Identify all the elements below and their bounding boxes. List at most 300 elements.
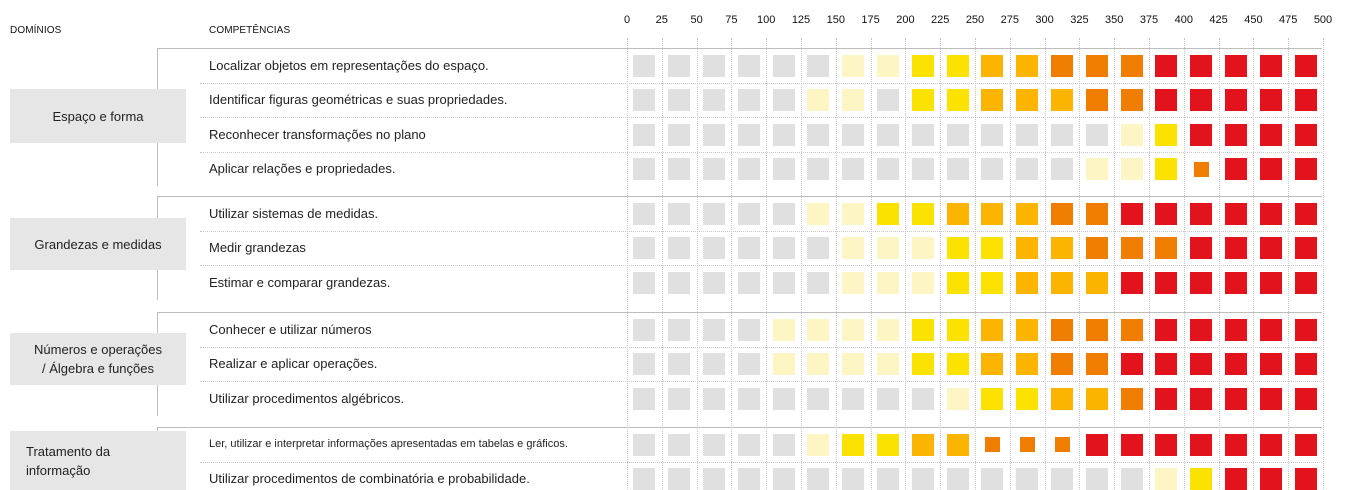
heatmap-cell <box>807 388 829 410</box>
heatmap-cell <box>1016 124 1038 146</box>
heatmap-cell <box>877 353 899 375</box>
heatmap-cell <box>773 468 795 490</box>
heatmap-cell <box>1225 468 1247 490</box>
heatmap-cell <box>807 237 829 259</box>
scale-gridline <box>627 38 628 490</box>
domain-label <box>10 333 186 385</box>
domain-label <box>10 218 186 270</box>
heatmap-cell <box>877 89 899 111</box>
heatmap-cell <box>981 468 1003 490</box>
scale-tick-label: 25 <box>655 14 668 26</box>
row-separator <box>200 83 1322 84</box>
domain-label-text: Espaço e forma <box>52 108 144 124</box>
heatmap-cell <box>1190 468 1212 490</box>
domain-label-line: Tratamento da <box>26 443 111 459</box>
scale-tick-label: 75 <box>725 14 738 26</box>
heatmap-cell <box>1260 158 1282 180</box>
scale-gridline <box>1184 38 1185 490</box>
heatmap-cell <box>1086 158 1108 180</box>
heatmap-cell <box>1225 89 1247 111</box>
heatmap-cell <box>981 89 1003 111</box>
heatmap-cell <box>1016 353 1038 375</box>
heatmap-cell <box>912 55 934 77</box>
heatmap-cell <box>981 55 1003 77</box>
competency-label: Identificar figuras geométricas e suas propriedades. <box>209 92 508 108</box>
scale-tick-label: 500 <box>1313 14 1333 26</box>
competency-label: Conhecer e utilizar números <box>209 321 372 337</box>
heatmap-cell <box>947 158 969 180</box>
heatmap-cell <box>668 89 690 111</box>
heatmap-cell <box>703 319 725 341</box>
scale-tick-label: 150 <box>826 14 845 26</box>
heatmap-cell <box>947 272 969 294</box>
domain-label-line: Números e operações <box>34 342 162 357</box>
heatmap-cell <box>912 272 934 294</box>
heatmap-cell <box>1086 124 1108 146</box>
competencies-header: COMPETÊNCIAS <box>209 25 291 36</box>
heatmap-cell <box>1190 89 1212 111</box>
heatmap-cell <box>947 434 969 456</box>
heatmap-cell <box>668 319 690 341</box>
heatmap-cell <box>981 353 1003 375</box>
heatmap-cell <box>981 319 1003 341</box>
scale-tick-label: 200 <box>896 14 915 26</box>
heatmap-cell <box>1295 158 1317 180</box>
heatmap-cell <box>1295 55 1317 77</box>
group-top-border <box>157 427 1322 428</box>
heatmap-cell <box>738 89 760 111</box>
row-separator <box>200 117 1322 118</box>
competency-label: Ler, utilizar e interpretar informações apresentadas em tabelas e gráficos. <box>209 437 568 450</box>
heatmap-cell <box>1086 468 1108 490</box>
scale-gridline <box>1045 38 1046 490</box>
heatmap-cell <box>1225 319 1247 341</box>
heatmap-cell <box>1190 319 1212 341</box>
heatmap-cell <box>668 353 690 375</box>
heatmap-cell <box>1051 353 1073 375</box>
heatmap-cell <box>738 468 760 490</box>
heatmap-cell <box>703 353 725 375</box>
heatmap-cell <box>1055 437 1070 452</box>
heatmap-cell <box>877 388 899 410</box>
heatmap-cell <box>1051 388 1073 410</box>
scale-tick-label: 250 <box>965 14 985 26</box>
row-separator <box>200 265 1322 266</box>
heatmap-cell <box>807 272 829 294</box>
heatmap-cell <box>1190 434 1212 456</box>
heatmap-cell <box>912 468 934 490</box>
heatmap-cell <box>1190 388 1212 410</box>
heatmap-cell <box>877 468 899 490</box>
scale-gridline <box>1219 38 1220 490</box>
heatmap-cell <box>738 55 760 77</box>
heatmap-cell <box>842 272 864 294</box>
heatmap-cell <box>877 124 899 146</box>
heatmap-cell <box>738 124 760 146</box>
heatmap-cell <box>1155 124 1177 146</box>
heatmap-cell <box>877 434 899 456</box>
heatmap-cell <box>1225 124 1247 146</box>
heatmap-cell <box>1260 124 1282 146</box>
heatmap-cell <box>981 237 1003 259</box>
heatmap-cell <box>1190 237 1212 259</box>
scale-tick-label: 275 <box>1000 14 1019 26</box>
heatmap-cell <box>947 388 969 410</box>
heatmap-cell <box>877 237 899 259</box>
heatmap-cell <box>773 434 795 456</box>
domain-label-line: / Álgebra e funções <box>41 361 155 376</box>
heatmap-cell <box>668 237 690 259</box>
heatmap-cell <box>738 434 760 456</box>
heatmap-cell <box>1086 55 1108 77</box>
heatmap-cell <box>1086 203 1108 225</box>
heatmap-cell <box>1225 353 1247 375</box>
heatmap-cell <box>947 124 969 146</box>
heatmap-cell <box>1086 353 1108 375</box>
heatmap-cell <box>773 124 795 146</box>
scale-gridline <box>1288 38 1289 490</box>
heatmap-cell <box>877 203 899 225</box>
heatmap-cell <box>1225 237 1247 259</box>
heatmap-cell <box>1260 353 1282 375</box>
heatmap-cell <box>1086 272 1108 294</box>
heatmap-cell <box>1121 468 1143 490</box>
heatmap-cell <box>1190 203 1212 225</box>
heatmap-cell <box>981 203 1003 225</box>
heatmap-cell <box>703 203 725 225</box>
heatmap-cell <box>1260 388 1282 410</box>
scale-gridline <box>975 38 976 490</box>
competency-label: Reconhecer transformações no plano <box>209 126 426 142</box>
heatmap-cell <box>807 124 829 146</box>
heatmap-cell <box>1260 319 1282 341</box>
heatmap-cell <box>633 203 655 225</box>
heatmap-cell <box>1121 158 1143 180</box>
heatmap-cell <box>1051 319 1073 341</box>
heatmap-cell <box>738 158 760 180</box>
heatmap-cell <box>738 319 760 341</box>
scale-gridline <box>731 38 732 490</box>
heatmap-cell <box>947 319 969 341</box>
heatmap-cell <box>1295 89 1317 111</box>
heatmap-cell <box>842 319 864 341</box>
heatmap-cell <box>1155 272 1177 294</box>
heatmap-cell <box>912 89 934 111</box>
heatmap-cell <box>1086 319 1108 341</box>
scale-gridline <box>1010 38 1011 490</box>
heatmap-cell <box>773 158 795 180</box>
heatmap-cell <box>807 353 829 375</box>
heatmap-cell <box>1020 437 1035 452</box>
heatmap-cell <box>1051 89 1073 111</box>
heatmap-cell <box>1155 434 1177 456</box>
competency-label: Realizar e aplicar operações. <box>209 356 378 372</box>
scale-tick-label: 50 <box>690 14 703 26</box>
scale-gridline <box>1149 38 1150 490</box>
competency-label: Utilizar procedimentos de combinatória e probabilidade. <box>209 471 530 487</box>
heatmap-cell <box>842 353 864 375</box>
heatmap-cell <box>703 124 725 146</box>
heatmap-cell <box>1051 468 1073 490</box>
heatmap-cell <box>1016 158 1038 180</box>
heatmap-cell <box>1155 55 1177 77</box>
scale-gridline <box>801 38 802 490</box>
heatmap-cell <box>981 124 1003 146</box>
heatmap-cell <box>773 89 795 111</box>
heatmap-cell <box>1086 388 1108 410</box>
scale-tick-label: 175 <box>861 14 880 26</box>
heatmap-cell <box>1260 468 1282 490</box>
scale-gridline <box>697 38 698 490</box>
row-separator <box>200 231 1322 232</box>
heatmap-cell <box>1194 162 1209 177</box>
heatmap-cell <box>1051 237 1073 259</box>
heatmap-cell <box>668 124 690 146</box>
heatmap-cell <box>947 55 969 77</box>
heatmap-cell <box>1225 203 1247 225</box>
heatmap-cell <box>738 203 760 225</box>
heatmap-cell <box>1086 237 1108 259</box>
competency-label: Estimar e comparar grandezas. <box>209 274 391 290</box>
scale-gridline <box>1253 38 1254 490</box>
heatmap-cell <box>981 272 1003 294</box>
heatmap-cell <box>1121 124 1143 146</box>
heatmap-cell <box>1051 55 1073 77</box>
heatmap-cell <box>1016 388 1038 410</box>
scale-tick-label: 125 <box>791 14 811 26</box>
heatmap-cell <box>773 388 795 410</box>
heatmap-cell <box>773 203 795 225</box>
heatmap-cell <box>807 434 829 456</box>
heatmap-cell <box>947 89 969 111</box>
heatmap-cell <box>912 124 934 146</box>
domain-label-text: Grandezas e medidas <box>34 236 162 252</box>
heatmap-cell <box>1295 319 1317 341</box>
heatmap-cell <box>842 237 864 259</box>
heatmap-cell <box>738 388 760 410</box>
heatmap-cell <box>877 319 899 341</box>
heatmap-cell <box>912 158 934 180</box>
heatmap-cell <box>877 272 899 294</box>
heatmap-cell <box>947 468 969 490</box>
heatmap-cell <box>1260 434 1282 456</box>
heatmap-cell <box>1295 203 1317 225</box>
heatmap-cell <box>703 388 725 410</box>
heatmap-cell <box>1086 434 1108 456</box>
heatmap-cell <box>633 319 655 341</box>
heatmap-cell <box>842 388 864 410</box>
heatmap-cell <box>1225 388 1247 410</box>
heatmap-cell <box>947 237 969 259</box>
row-separator <box>200 347 1322 348</box>
heatmap-cell <box>1295 468 1317 490</box>
heatmap-cell <box>1190 353 1212 375</box>
heatmap-cell <box>633 434 655 456</box>
domain-label <box>10 89 186 143</box>
competency-label: Utilizar sistemas de medidas. <box>209 205 379 221</box>
heatmap-cell <box>1155 203 1177 225</box>
domains-header: DOMÍNIOS <box>10 25 62 36</box>
heatmap-cell <box>633 89 655 111</box>
heatmap-cell <box>633 158 655 180</box>
heatmap-cell <box>1121 55 1143 77</box>
heatmap-cell <box>703 468 725 490</box>
row-separator <box>200 152 1322 153</box>
scale-gridline <box>766 38 767 490</box>
heatmap-cell <box>1155 388 1177 410</box>
group-top-border <box>157 196 1322 197</box>
heatmap-cell <box>947 353 969 375</box>
scale-gridline <box>1114 38 1115 490</box>
heatmap-cell <box>668 468 690 490</box>
heatmap-cell <box>738 237 760 259</box>
heatmap-cell <box>1225 55 1247 77</box>
heatmap-cell <box>738 272 760 294</box>
heatmap-cell <box>807 319 829 341</box>
heatmap-cell <box>877 158 899 180</box>
heatmap-cell <box>703 89 725 111</box>
heatmap-cell <box>703 55 725 77</box>
heatmap-cell <box>1190 272 1212 294</box>
heatmap-cell <box>1260 237 1282 259</box>
heatmap-cell <box>703 158 725 180</box>
heatmap-cell <box>1295 434 1317 456</box>
heatmap-cell <box>912 353 934 375</box>
heatmap-cell <box>738 353 760 375</box>
heatmap-cell <box>1121 434 1143 456</box>
heatmap-cell <box>985 437 1000 452</box>
group-top-border <box>157 48 1322 49</box>
competency-label: Medir grandezas <box>209 240 306 256</box>
heatmap-cell <box>1155 468 1177 490</box>
heatmap-cell <box>1086 89 1108 111</box>
scale-gridline <box>836 38 837 490</box>
heatmap-cell <box>842 89 864 111</box>
heatmap-cell <box>807 468 829 490</box>
heatmap-cell <box>1016 203 1038 225</box>
heatmap-cell <box>633 124 655 146</box>
heatmap-cell <box>1190 124 1212 146</box>
heatmap-cell <box>1121 203 1143 225</box>
heatmap-cell <box>1225 158 1247 180</box>
scale-tick-label: 475 <box>1279 14 1298 26</box>
heatmap-cell <box>1155 158 1177 180</box>
heatmap-cell <box>633 353 655 375</box>
heatmap-cell <box>668 158 690 180</box>
heatmap-cell <box>1225 434 1247 456</box>
heatmap-cell <box>842 203 864 225</box>
heatmap-cell <box>912 319 934 341</box>
competency-label: Aplicar relações e propriedades. <box>209 161 396 177</box>
heatmap-cell <box>703 237 725 259</box>
heatmap-cell <box>981 158 1003 180</box>
heatmap-cell <box>668 434 690 456</box>
heatmap-cell <box>807 203 829 225</box>
scale-gridline <box>940 38 941 490</box>
heatmap-cell <box>1155 89 1177 111</box>
heatmap-cell <box>1295 272 1317 294</box>
scale-tick-label: 375 <box>1139 14 1159 26</box>
heatmap-cell <box>773 237 795 259</box>
scale-tick-label: 300 <box>1035 14 1054 26</box>
scale-tick-label: 0 <box>623 14 631 26</box>
heatmap-cell <box>842 468 864 490</box>
scale-tick-label: 400 <box>1174 14 1193 26</box>
heatmap-cell <box>1295 237 1317 259</box>
domain-label-line: informação <box>26 462 91 478</box>
heatmap-cell <box>633 388 655 410</box>
scale-tick-label: 350 <box>1105 14 1124 26</box>
heatmap-cell <box>773 319 795 341</box>
domain-label <box>10 431 186 490</box>
heatmap-cell <box>703 272 725 294</box>
heatmap-cell <box>842 158 864 180</box>
group-top-border <box>157 312 1322 313</box>
heatmap-cell <box>1051 203 1073 225</box>
heatmap-cell <box>842 124 864 146</box>
heatmap-cell <box>1260 272 1282 294</box>
heatmap-cell <box>633 468 655 490</box>
heatmap-cell <box>633 237 655 259</box>
heatmap-cell <box>1051 158 1073 180</box>
heatmap-cell <box>1016 468 1038 490</box>
heatmap-cell <box>633 55 655 77</box>
heatmap-cell <box>842 434 864 456</box>
heatmap-cell <box>912 203 934 225</box>
heatmap-cell <box>807 158 829 180</box>
heatmap-cell <box>668 55 690 77</box>
scale-gridline <box>1079 38 1080 490</box>
heatmap-cell <box>1016 89 1038 111</box>
heatmap-cell <box>1121 272 1143 294</box>
scale-gridline <box>905 38 906 490</box>
scale-gridline <box>1323 38 1324 490</box>
heatmap-cell <box>947 203 969 225</box>
heatmap-cell <box>1155 319 1177 341</box>
scale-tick-label: 225 <box>931 14 950 26</box>
heatmap-cell <box>1051 124 1073 146</box>
heatmap-cell <box>773 353 795 375</box>
heatmap-cell <box>1121 353 1143 375</box>
heatmap-cell <box>1260 203 1282 225</box>
heatmap-cell <box>807 55 829 77</box>
heatmap-cell <box>773 55 795 77</box>
scale-tick-label: 425 <box>1209 14 1228 26</box>
scale-gridline <box>871 38 872 490</box>
heatmap-cell <box>842 55 864 77</box>
heatmap-cell <box>912 388 934 410</box>
heatmap-cell <box>1016 237 1038 259</box>
heatmap-cell <box>1260 89 1282 111</box>
heatmap-cell <box>912 237 934 259</box>
scale-gridline <box>662 38 663 490</box>
heatmap-cell <box>1295 124 1317 146</box>
row-separator <box>200 462 1322 463</box>
heatmap-cell <box>1190 55 1212 77</box>
heatmap-cell <box>1155 237 1177 259</box>
heatmap-cell <box>912 434 934 456</box>
heatmap-cell <box>1155 353 1177 375</box>
scale-tick-label: 100 <box>757 14 776 26</box>
heatmap-cell <box>1121 89 1143 111</box>
heatmap-cell <box>1121 388 1143 410</box>
heatmap-cell <box>1260 55 1282 77</box>
scale-tick-label: 325 <box>1070 14 1089 26</box>
heatmap-cell <box>633 272 655 294</box>
heatmap-cell <box>668 272 690 294</box>
competency-label: Localizar objetos em representações do espaço. <box>209 57 489 73</box>
heatmap-cell <box>1121 319 1143 341</box>
